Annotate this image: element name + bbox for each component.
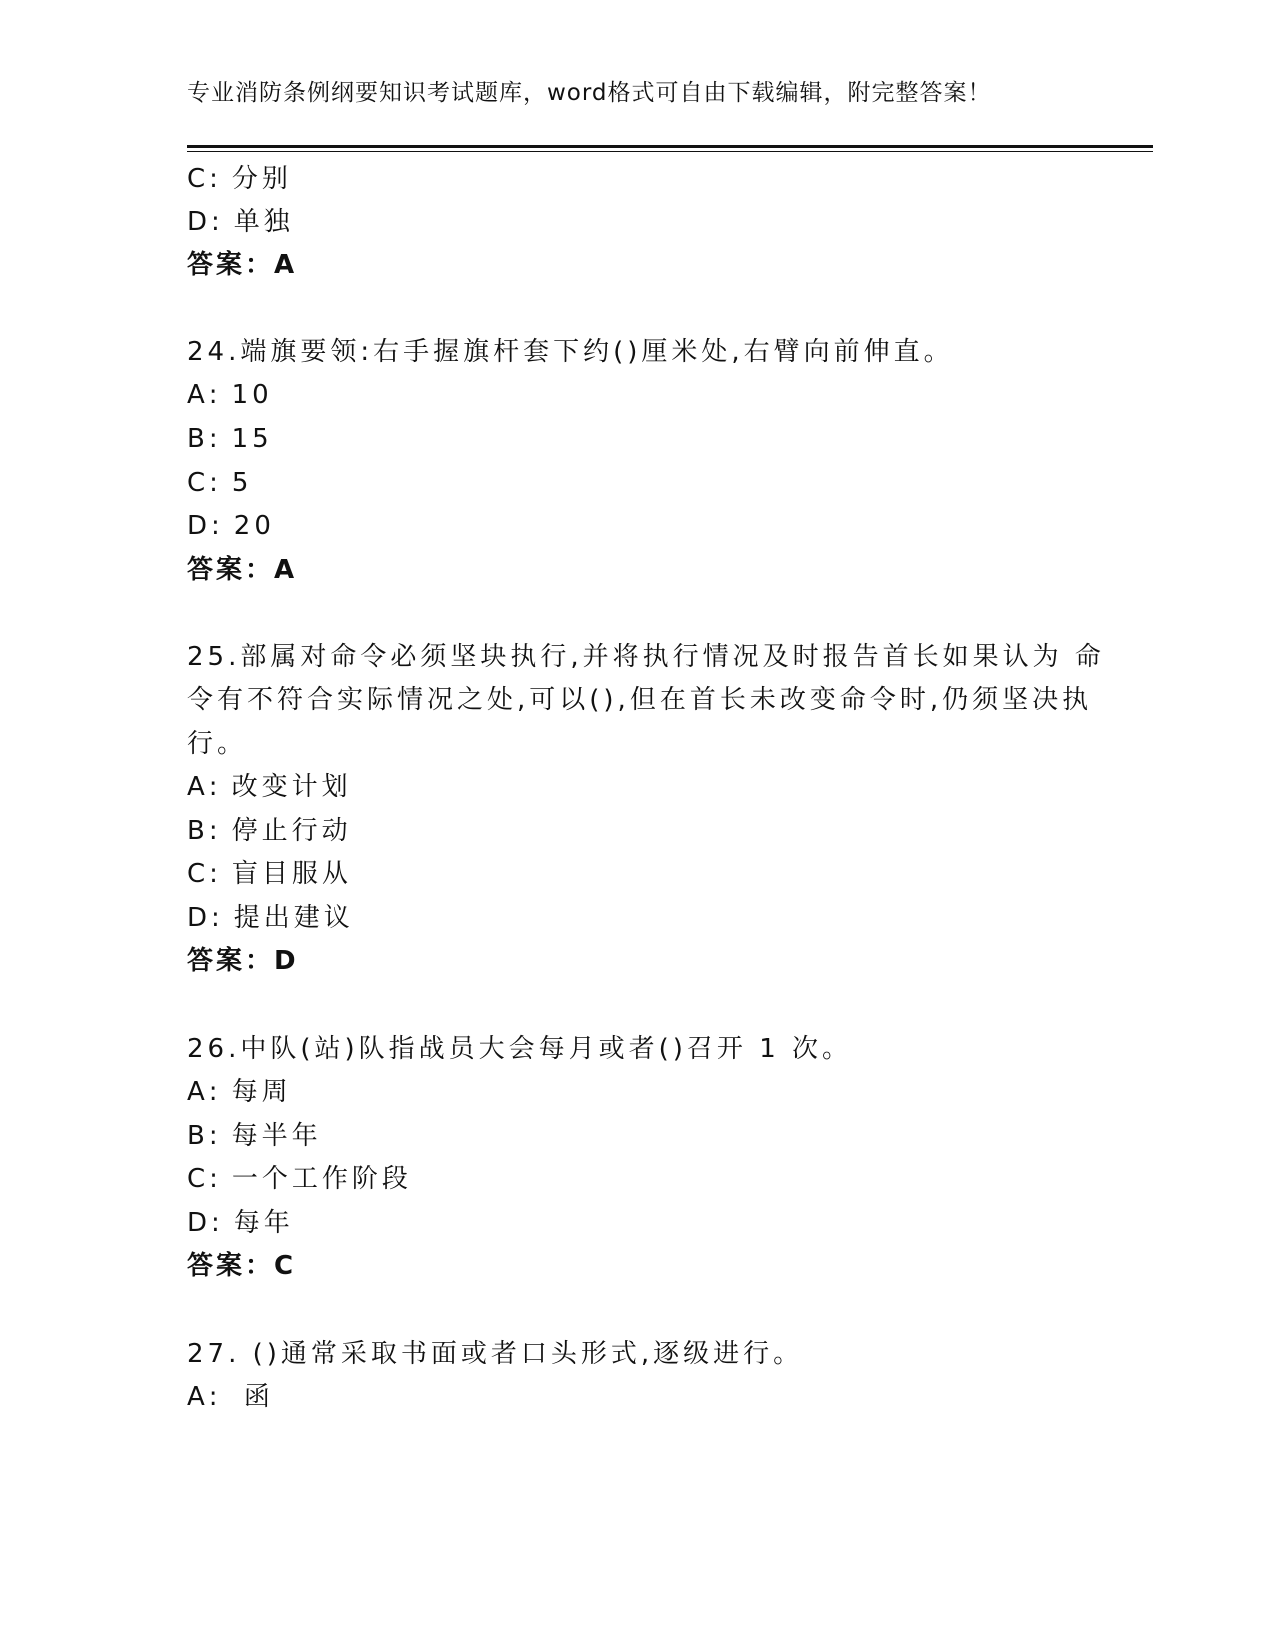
header-rule-thick [187,145,1153,148]
question-stem: 令有不符合实际情况之处,可以(),但在首长未改变命令时,仍须坚决执 [187,685,1093,715]
option-separator: : [211,207,224,237]
option-text: 函 [231,1382,274,1412]
option-text: 单独 [233,207,294,237]
option-key: A [187,772,209,802]
option-c [187,861,352,887]
answer: 答案：C [187,1251,297,1281]
option-key: C [187,1164,210,1194]
option-key: D [187,207,212,237]
option-text: 每年 [233,1208,294,1238]
option-separator: : [208,1382,222,1412]
option-separator: : [209,164,222,194]
option-text: 提出建议 [233,903,354,933]
answer: 答案：A [187,555,298,585]
option-separator: : [209,468,222,498]
option-key: A [187,380,209,410]
option-separator: : [208,380,222,410]
option-separator: : [211,1208,224,1238]
option-c [187,1166,412,1192]
option-key: D [187,511,212,541]
option-key: D [187,1208,212,1238]
option-text: 15 [231,424,273,454]
option-text: 停止行动 [231,816,352,846]
question-stem: 26.中队(站)队指战员大会每月或者()召开 1 次。 [187,1034,852,1064]
option-text: 10 [231,380,273,410]
page-header: 专业消防条例纲要知识考试题库，word格式可自由下载编辑，附完整答案！ [187,80,992,106]
header-rule-thin [187,151,1153,152]
option-key: C [187,468,210,498]
option-b [187,1123,322,1149]
option-separator: : [211,511,224,541]
option-text: 分别 [231,164,292,194]
option-separator: : [208,1121,222,1151]
option-text: 20 [233,511,275,541]
option-c [187,470,252,496]
option-separator: : [209,859,222,889]
option-b [187,818,352,844]
option-separator: : [208,1077,222,1107]
option-text: 每半年 [231,1121,322,1151]
option-d [187,1210,294,1236]
option-d [187,905,354,931]
option-key: A [187,1077,209,1107]
question-stem: 24.端旗要领:右手握旗杆套下约()厘米处,右臂向前伸直。 [187,337,954,367]
question-stem: 行。 [187,729,248,759]
option-key: A [187,1382,209,1412]
option-key: C [187,859,210,889]
option-a [187,1384,274,1410]
option-key: D [187,903,212,933]
question-stem: 25.部属对命令必须坚块执行,并将执行情况及时报告首长如果认为 命 [187,642,1105,672]
option-text: 5 [231,468,253,498]
option-d [187,209,294,235]
option-key: B [187,816,209,846]
option-text: 改变计划 [231,772,352,802]
option-text: 每周 [231,1077,292,1107]
option-a [187,774,352,800]
option-d [187,513,275,539]
answer: 答案：D [187,946,299,976]
option-separator: : [208,772,222,802]
option-separator: : [208,816,222,846]
option-key: B [187,424,209,454]
option-separator: : [209,1164,222,1194]
option-separator: : [208,424,222,454]
option-a [187,1079,292,1105]
option-a [187,382,273,408]
option-text: 盲目服从 [231,859,352,889]
option-key: B [187,1121,209,1151]
question-stem: 27. ()通常采取书面或者口头形式,逐级进行。 [187,1339,804,1369]
option-separator: : [211,903,224,933]
option-key: C [187,164,210,194]
answer: 答案：A [187,250,298,280]
option-b [187,426,273,452]
option-text: 一个工作阶段 [231,1164,412,1194]
option-c [187,166,292,192]
